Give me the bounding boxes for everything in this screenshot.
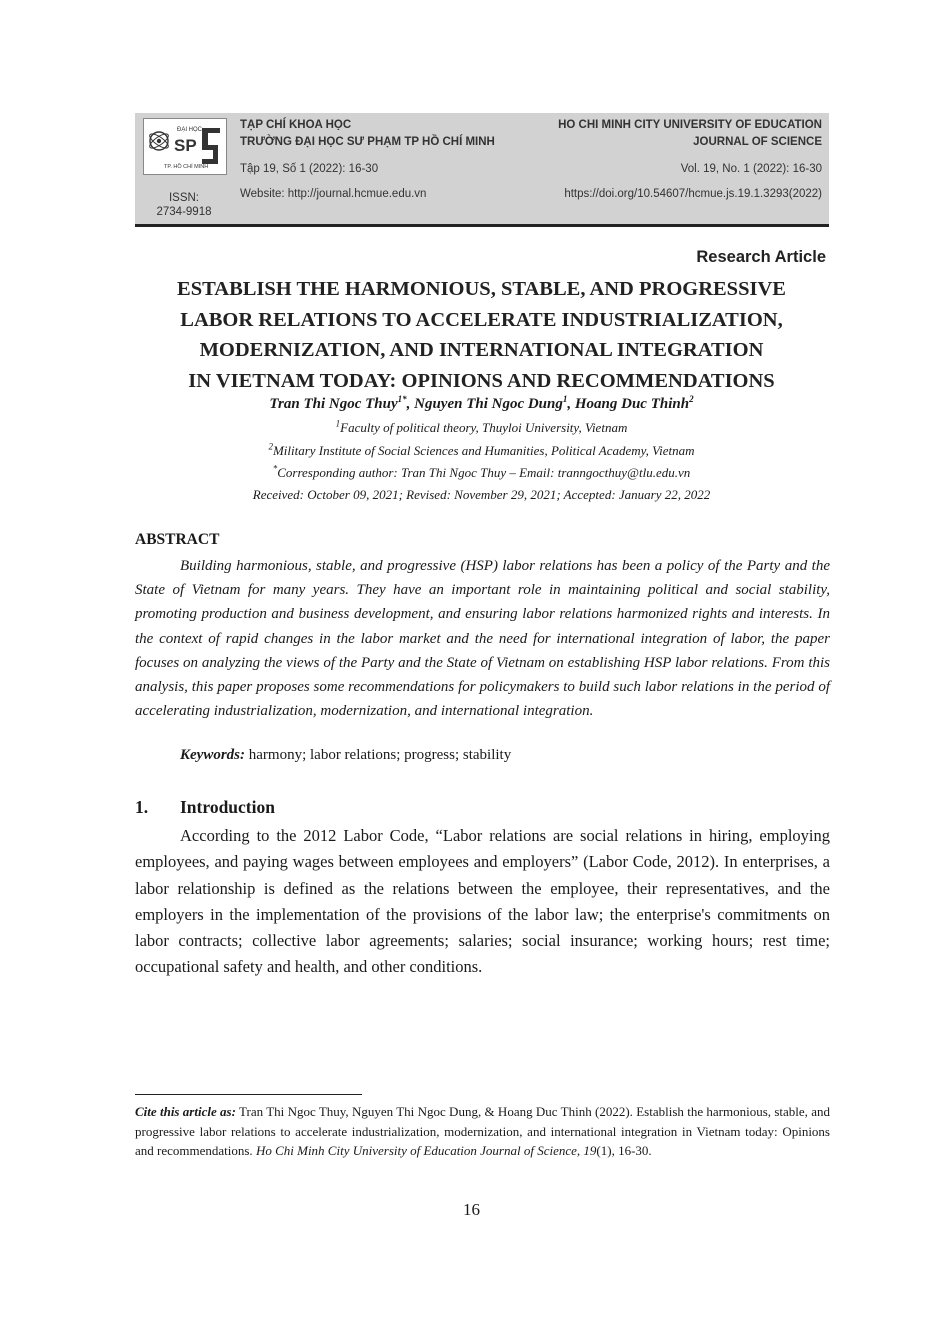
- author-name: Tran Thi Ngoc Thuy: [269, 396, 398, 412]
- abstract-text: Building harmonious, stable, and progressive (HSP) labor relations has been a policy of the Party and the State of Vietnam for many years. They have an important role in maintaining political and social stability, promoting production and business development, and ensuring labor relations harmonized rights and interests. In the context of rapid changes in the labor market and the need for international integration of labor, the paper focuses on analyzing the views of the Party and the State of Vietnam on establishing HSP labor relations. From this analysis, this paper proposes some recommendations for policymakers to build such labor relations in the period of accelerating industrialization, modernization, and international integration.: [135, 558, 830, 720]
- university-name-en: HO CHI MINH CITY UNIVERSITY OF EDUCATION: [558, 119, 822, 131]
- issn-block: [145, 191, 223, 219]
- abstract-heading: ABSTRACT: [135, 531, 220, 548]
- affiliation-2: [120, 443, 843, 459]
- author-affiliation-mark: 1*: [397, 394, 407, 404]
- citation-text: Tran Thi Ngoc Thuy, Nguyen Thi Ngoc Dung, & Hoang Duc Thinh (2022). Establish the harmonious, stable, and progressive labor relations to accelerate industrialization, modernization, and international integration in Vietnam today: Opinions and recommendations.: [135, 1104, 831, 1158]
- citation-journal: Ho Chi Minh City University of Education Journal of Science, 19: [255, 1143, 597, 1158]
- author-name: Nguyen Thi Ngoc Dung: [414, 396, 563, 412]
- title-line: MODERNIZATION, AND INTERNATIONAL INTEGRATION: [199, 339, 764, 361]
- title-line: LABOR RELATIONS TO ACCELERATE INDUSTRIALIZATION,: [180, 308, 783, 331]
- keywords-label: Keywords:: [180, 747, 245, 763]
- affiliation-mark: 2: [268, 441, 273, 452]
- title-line: ESTABLISH THE HARMONIOUS, STABLE, AND PROGRESSIVE: [177, 278, 786, 300]
- journal-title-vn: TẠP CHÍ KHOA HỌC: [240, 119, 352, 131]
- affiliation-mark: 1: [335, 418, 341, 429]
- keywords-line: [180, 747, 511, 764]
- keywords-text: harmony; labor relations; progress; stability: [248, 747, 512, 763]
- volume-info-en: Vol. 19, No. 1 (2022): 16-30: [680, 163, 822, 175]
- volume-info-vn: Tập 19, Số 1 (2022): 16-30: [240, 163, 379, 175]
- corresponding-mark: *: [272, 463, 278, 474]
- submission-dates: Received: October 09, 2021; Revised: November 29, 2021; Accepted: January 22, 2022: [252, 487, 711, 502]
- university-logo-icon: [144, 119, 226, 174]
- svg-text:TP. HỒ CHÍ MINH: TP. HỒ CHÍ MINH: [164, 164, 209, 170]
- page-number: 16: [463, 1200, 480, 1219]
- section-heading: Introduction: [180, 797, 275, 817]
- citation-issue: (1), 16-30.: [596, 1143, 652, 1158]
- article-type: Research Article: [696, 248, 826, 266]
- journal-website[interactable]: Website: http://journal.hcmue.edu.vn: [240, 188, 427, 200]
- svg-text:ĐẠI HỌC: ĐẠI HỌC: [177, 127, 203, 133]
- author-separator: ,: [567, 396, 575, 412]
- doi-link[interactable]: https://doi.org/10.54607/hcmue.js.19.1.3293(2022): [564, 188, 822, 200]
- corresponding-author: [120, 465, 843, 481]
- corresponding-text: Corresponding author: Tran Thi Ngoc Thuy – Email: tranngocthuy@tlu.edu.vn: [277, 465, 691, 480]
- article-title: [120, 274, 843, 396]
- affiliation-1: [120, 420, 843, 436]
- citation-label: Cite this article as:: [135, 1104, 236, 1119]
- issn-label: ISSN:: [168, 192, 200, 204]
- svg-text:SP: SP: [174, 136, 197, 155]
- university-logo: [143, 118, 227, 175]
- author-affiliation-mark: 1: [562, 394, 568, 404]
- author-separator: ,: [406, 396, 415, 412]
- author-list: [120, 396, 843, 413]
- issn-number: 2734-9918: [156, 206, 212, 218]
- journal-title-en: JOURNAL OF SCIENCE: [693, 136, 822, 148]
- university-name-vn: TRƯỜNG ĐẠI HỌC SƯ PHẠM TP HỒ CHÍ MINH: [240, 136, 495, 148]
- author-affiliation-mark: 2: [689, 394, 694, 404]
- journal-header: [135, 113, 829, 227]
- author-name: Hoang Duc Thinh: [574, 396, 690, 412]
- intro-paragraph: According to the 2012 Labor Code, “Labor relations are social relations in hiring, employing employees, and paying wages between employees and employers” (Labor Code, 2012). In enterprises, a labor relationship is defined as the relations between the employee, their representatives, and the employers in the implementation of the provisions of the labor law; the enterprise's commitments on labor contracts; collective labor agreements; salaries; social insurance; working hours; rest time; occupational safety and health, and other conditions.: [135, 826, 830, 977]
- affiliation-text: Faculty of political theory, Thuyloi University, Vietnam: [340, 420, 628, 435]
- citation-footnote: [135, 1102, 830, 1161]
- title-line: IN VIETNAM TODAY: OPINIONS AND RECOMMENDATIONS: [188, 369, 775, 392]
- footnote-divider: [135, 1094, 362, 1095]
- affiliation-text: Military Institute of Social Sciences and Humanities, Political Academy, Vietnam: [272, 443, 695, 458]
- section-number: 1.: [135, 797, 149, 817]
